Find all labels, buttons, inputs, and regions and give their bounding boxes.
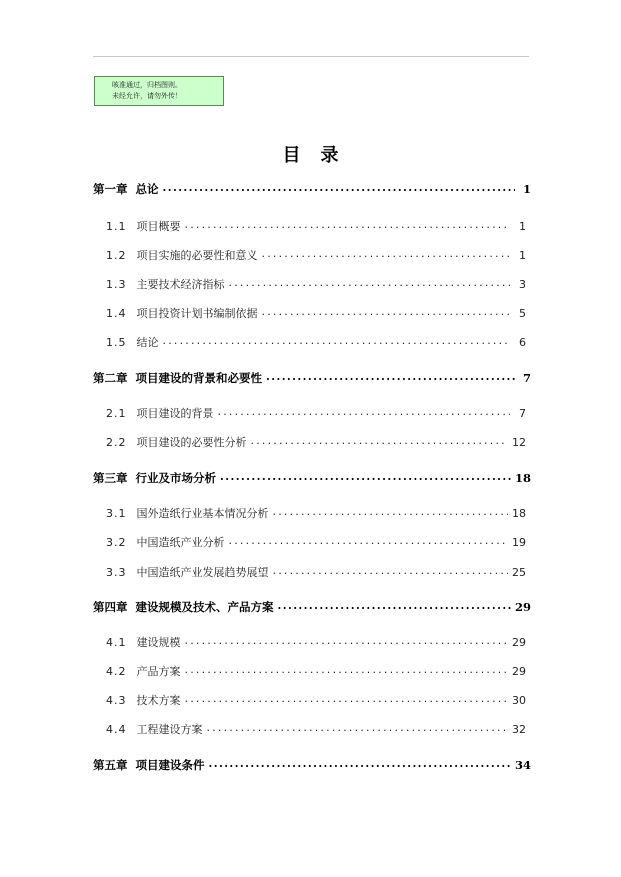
- toc-entry-number: 3.2: [106, 536, 127, 549]
- toc-entry-label: 中国造纸产业发展趋势展望: [136, 566, 269, 579]
- toc-entry-number: 4.2: [106, 665, 127, 678]
- toc-entry-label: 项目建设的必要性分析: [136, 436, 247, 449]
- toc-entry-number: 第二章: [93, 371, 128, 385]
- toc-dot-leader: [229, 534, 509, 547]
- toc-dot-leader: [273, 505, 509, 518]
- toc-chapter-entry[interactable]: [93, 599, 531, 615]
- toc-entry-page: 34: [514, 758, 531, 772]
- toc-entry-number: 2.2: [106, 436, 127, 449]
- toc-entry-page: 3: [519, 278, 526, 291]
- toc-section-entry[interactable]: [106, 305, 526, 321]
- toc-section-entry[interactable]: [106, 334, 526, 350]
- toc-dot-leader: [220, 469, 511, 483]
- toc-dot-leader: [163, 334, 511, 347]
- toc-entry-number: 1.5: [106, 336, 127, 349]
- toc-entry-label: 行业及市场分析: [135, 471, 216, 485]
- toc-entry-number: 1.2: [106, 249, 127, 262]
- toc-entry-number: 4.4: [106, 723, 127, 736]
- toc-entry-label: 项目投资计划书编制依据: [136, 307, 258, 320]
- toc-entry-label: 技术方案: [136, 694, 181, 707]
- toc-section-entry[interactable]: [106, 634, 526, 650]
- toc-entry-number: 4.3: [106, 694, 127, 707]
- toc-chapter-entry[interactable]: [93, 757, 531, 773]
- toc-entry-page: 25: [512, 566, 526, 579]
- toc-entry-label: 项目实施的必要性和意义: [136, 249, 258, 262]
- toc-entry-label: 建设规模及技术、产品方案: [135, 600, 274, 614]
- toc-entry-label: 建设规模: [136, 636, 181, 649]
- toc-entry-page: 1: [519, 220, 526, 233]
- toc-entry-label: 国外造纸行业基本情况分析: [136, 507, 269, 520]
- toc-dot-leader: [251, 434, 509, 447]
- toc-dot-leader: [229, 276, 511, 289]
- toc-chapter-entry[interactable]: [93, 470, 531, 486]
- toc-dot-leader: [185, 218, 511, 231]
- toc-section-entry[interactable]: [106, 247, 526, 263]
- toc-entry-page: 29: [514, 600, 531, 614]
- stamp-line-2: 未经允许，请勿外传！: [112, 92, 182, 100]
- toc-entry-label: 结论: [136, 336, 159, 349]
- toc-section-entry[interactable]: [106, 721, 526, 737]
- toc-entry-number: 3.3: [106, 566, 127, 579]
- toc-section-entry[interactable]: [106, 405, 526, 421]
- toc-chapter-entry[interactable]: [93, 181, 531, 197]
- toc-dot-leader: [218, 405, 511, 418]
- toc-entry-number: 1.1: [106, 220, 127, 233]
- toc-title: 目录: [282, 145, 359, 166]
- toc-section-entry[interactable]: [106, 534, 526, 550]
- toc-entry-label: 主要技术经济指标: [136, 278, 225, 291]
- toc-entry-number: 第五章: [93, 758, 128, 772]
- toc-entry-page: 18: [514, 471, 531, 485]
- toc-entry-label: 项目建设条件: [135, 758, 205, 772]
- toc-dot-leader: [209, 756, 511, 770]
- toc-entry-number: 第一章: [93, 182, 128, 196]
- toc-dot-leader: [185, 634, 509, 647]
- toc-entry-page: 30: [512, 694, 526, 707]
- toc-entry-page: 1: [522, 182, 531, 196]
- toc-dot-leader: [163, 180, 516, 194]
- toc-dot-leader: [278, 598, 511, 612]
- toc-section-entry[interactable]: [106, 692, 526, 708]
- toc-entry-number: 4.1: [106, 636, 127, 649]
- toc-entry-page: 18: [512, 507, 526, 520]
- toc-entry-label: 总论: [135, 182, 159, 196]
- toc-entry-label: 工程建设方案: [136, 723, 203, 736]
- toc-dot-leader: [266, 369, 515, 383]
- toc-entry-label: 项目建设的背景: [136, 407, 214, 420]
- stamp-line-1: 咳准通过，归档图则。: [112, 81, 182, 89]
- toc-dot-leader: [185, 663, 509, 676]
- toc-entry-number: 3.1: [106, 507, 127, 520]
- toc-dot-leader: [273, 564, 509, 577]
- toc-entry-page: 7: [522, 371, 531, 385]
- toc-entry-page: 6: [519, 336, 526, 349]
- toc-entry-label: 项目概要: [136, 220, 181, 233]
- toc-section-entry[interactable]: [106, 276, 526, 292]
- toc-entry-number: 1.4: [106, 307, 127, 320]
- toc-entry-label: 项目建设的背景和必要性: [135, 371, 262, 385]
- toc-entry-number: 第四章: [93, 600, 128, 614]
- toc-section-entry[interactable]: [106, 434, 526, 450]
- toc-section-entry[interactable]: [106, 218, 526, 234]
- toc-entry-page: 29: [512, 665, 526, 678]
- toc-section-entry[interactable]: [106, 564, 526, 580]
- toc-entry-label: 中国造纸产业分析: [136, 536, 225, 549]
- toc-dot-leader: [185, 692, 509, 705]
- toc-entry-number: 第三章: [93, 471, 128, 485]
- toc-section-entry[interactable]: [106, 505, 526, 521]
- toc-section-entry[interactable]: [106, 663, 526, 679]
- toc-dot-leader: [262, 305, 511, 318]
- toc-entry-page: 12: [512, 436, 526, 449]
- toc-dot-leader: [262, 247, 511, 260]
- toc-entry-page: 5: [519, 307, 526, 320]
- toc-dot-leader: [207, 721, 509, 734]
- toc-entry-page: 32: [512, 723, 526, 736]
- toc-entry-number: 2.1: [106, 407, 127, 420]
- toc-entry-label: 产品方案: [136, 665, 181, 678]
- toc-entry-page: 19: [512, 536, 526, 549]
- toc-entry-number: 1.3: [106, 278, 127, 291]
- toc-entry-page: 1: [519, 249, 526, 262]
- toc-entry-page: 7: [519, 407, 526, 420]
- toc-entry-page: 29: [512, 636, 526, 649]
- toc-chapter-entry[interactable]: [93, 370, 531, 386]
